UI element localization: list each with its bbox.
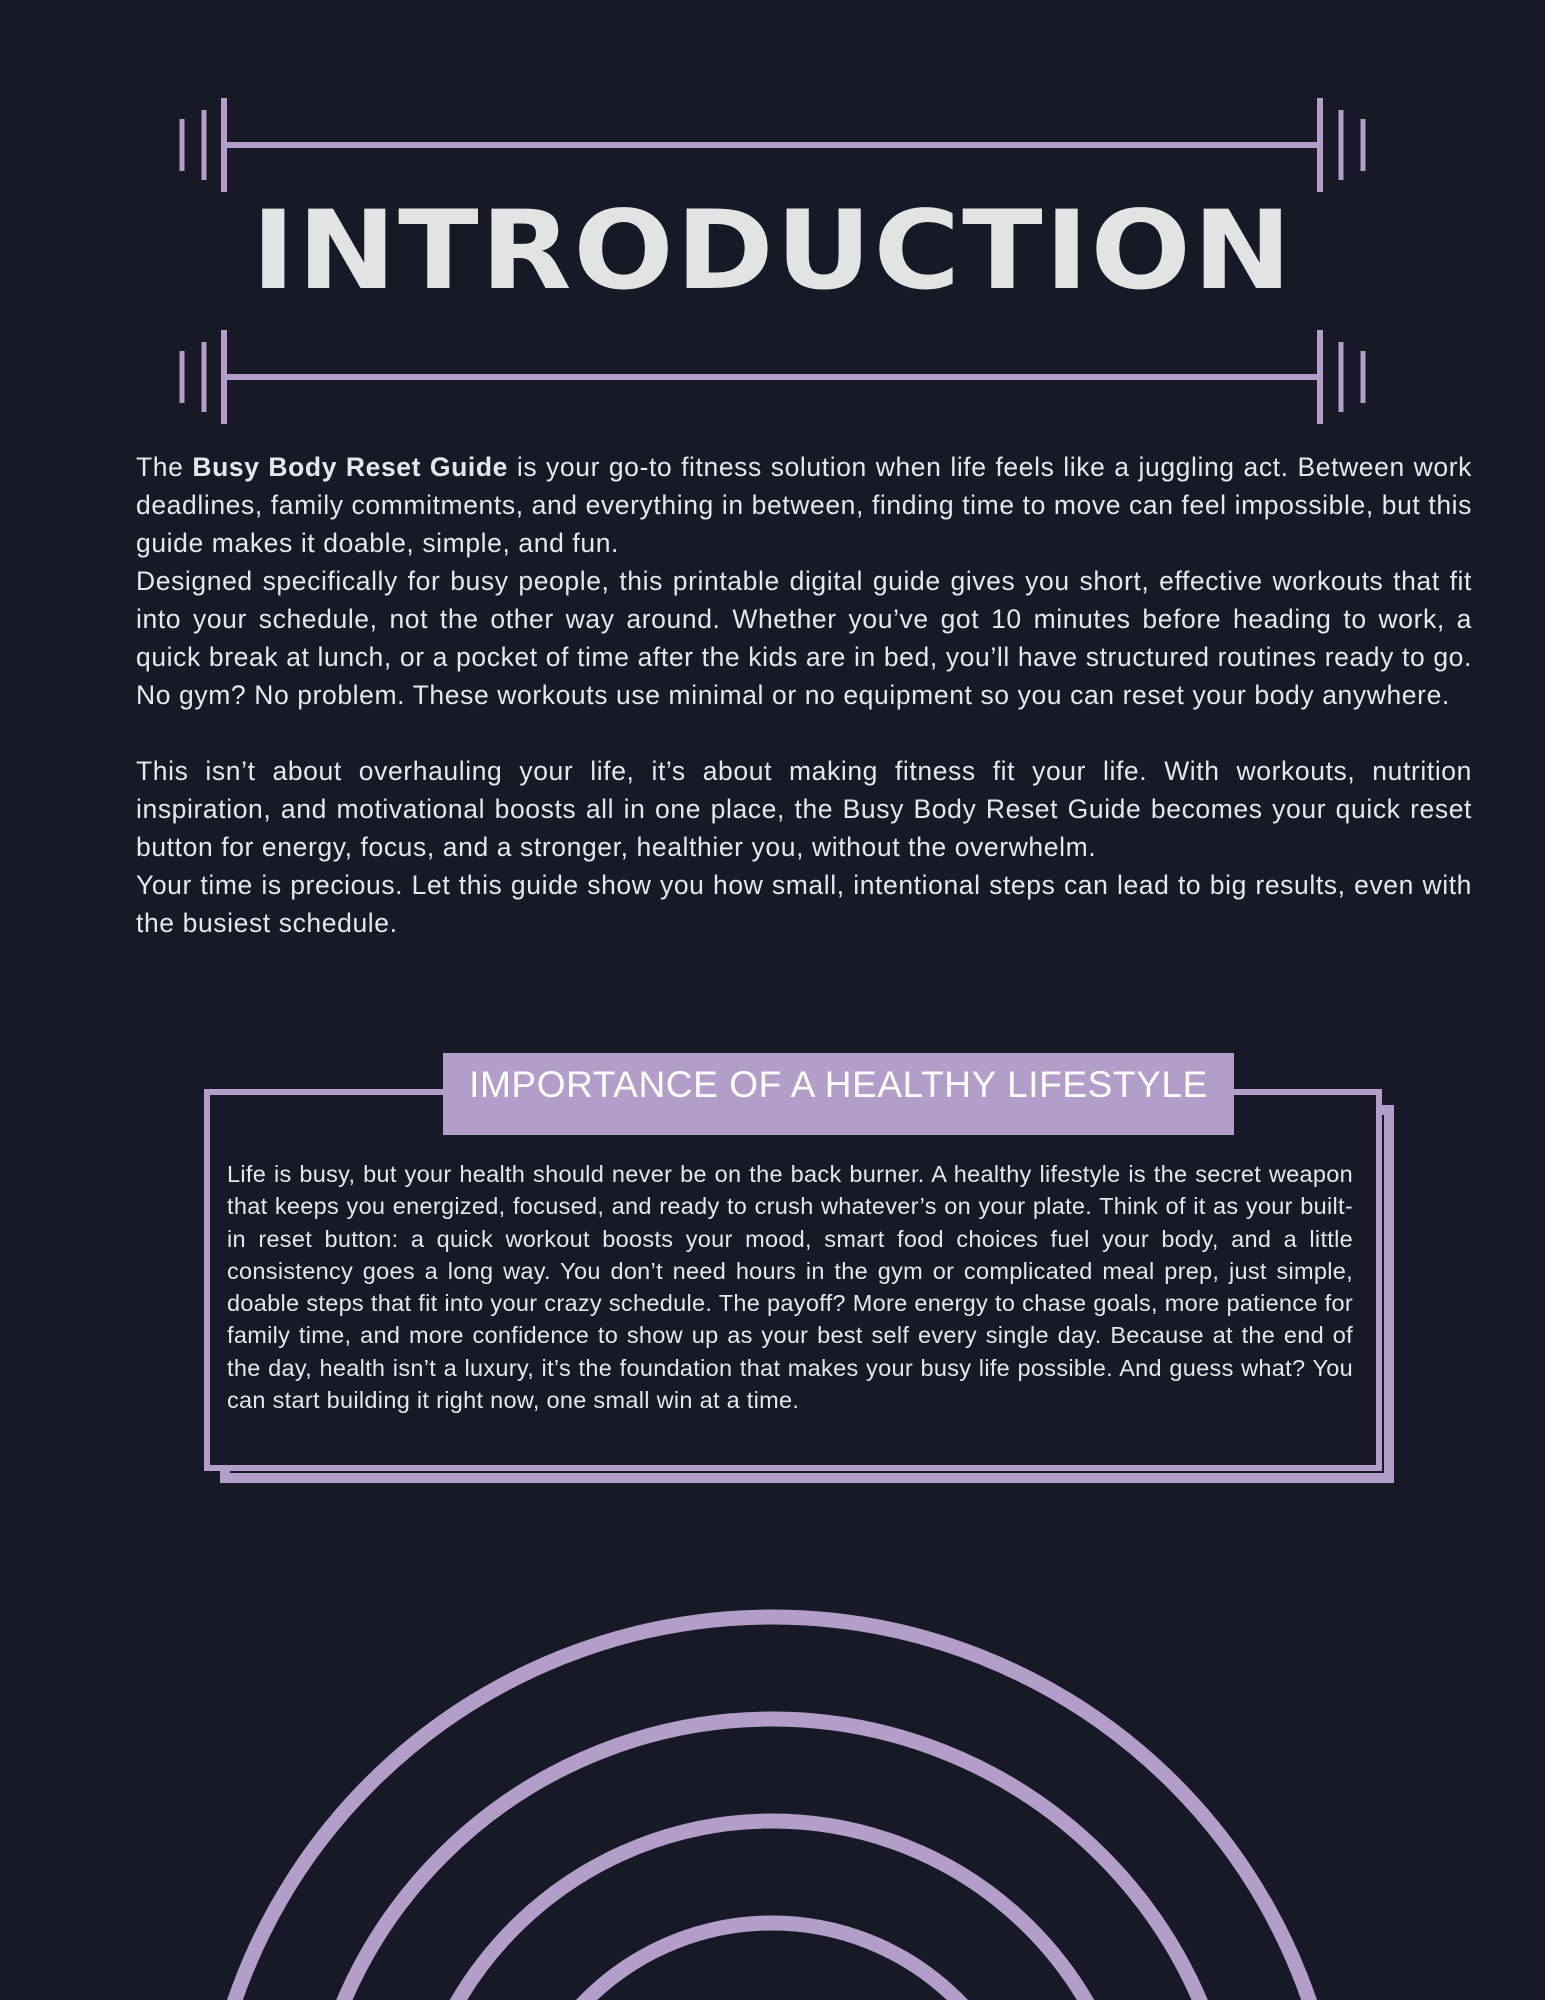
arc-ring-3 xyxy=(408,1821,1136,2000)
guide-name: Busy Body Reset Guide xyxy=(192,452,508,482)
intro-paragraph-4: Your time is precious. Let this guide show you how small, intentional steps can lead to big results, even with the busiest schedule. xyxy=(136,870,1472,938)
intro-paragraph-1-rest: is your go-to fitness solution when life feels like a juggling act. Between work deadlines, family commitments, and everything in between, finding time to move can feel impossible, but this guide makes it doable, simple, and fun. xyxy=(136,452,1472,558)
intro-paragraph-3: This isn’t about overhauling your life, it’s about making fitness fit your life. With workouts, nutrition inspiration, and motivational boosts all in one place, the Busy Body Reset Guide becomes your quick reset button for energy, focus, and a stronger, healthier you, without the overwhelm. xyxy=(136,756,1472,862)
barbell-top-icon xyxy=(178,96,1368,196)
importance-body xyxy=(227,1158,1353,1416)
intro-paragraph-1 xyxy=(136,448,1472,562)
barbell-bottom-icon xyxy=(178,328,1368,428)
arc-ring-4 xyxy=(510,1923,1034,2000)
concentric-arcs-graphic xyxy=(0,1600,1545,2000)
intro-paragraph-1-prefix: The xyxy=(136,452,193,482)
page-title: INTRODUCTION xyxy=(251,186,1294,314)
arc-ring-2 xyxy=(306,1719,1238,2000)
intro-section xyxy=(136,448,1472,942)
intro-paragraph-2: Designed specifically for busy people, this printable digital guide gives you short, effective workouts that fit into your schedule, not the other way around. Whether you’ve got 10 minutes before heading to work, a quick break at lunch, or a pocket of time after the kids are in bed, you’ll have structured routines ready to go. No gym? No problem. These workouts use minimal or no equipment so you can reset your body anywhere. xyxy=(136,566,1472,710)
importance-paragraph: Life is busy, but your health should never be on the back burner. A healthy lifestyle is the secret weapon that keeps you energized, focused, and ready to crush whatever’s on your plate. Think of it as your built-in reset button: a quick workout boosts your mood, smart food choices fuel your body, and a little consistency goes a long way. You don’t need hours in the gym or complicated meal prep, just simple, doable steps that fit into your crazy schedule. The payoff? More energy to chase goals, more patience for family time, and more confidence to show up as your best self every single day. Because at the end of the day, health isn’t a luxury, it’s the foundation that makes your busy life possible. And guess what? You can start building it right now, one small win at a time. xyxy=(227,1161,1353,1414)
importance-heading: IMPORTANCE OF A HEALTHY LIFESTYLE xyxy=(443,1053,1234,1135)
